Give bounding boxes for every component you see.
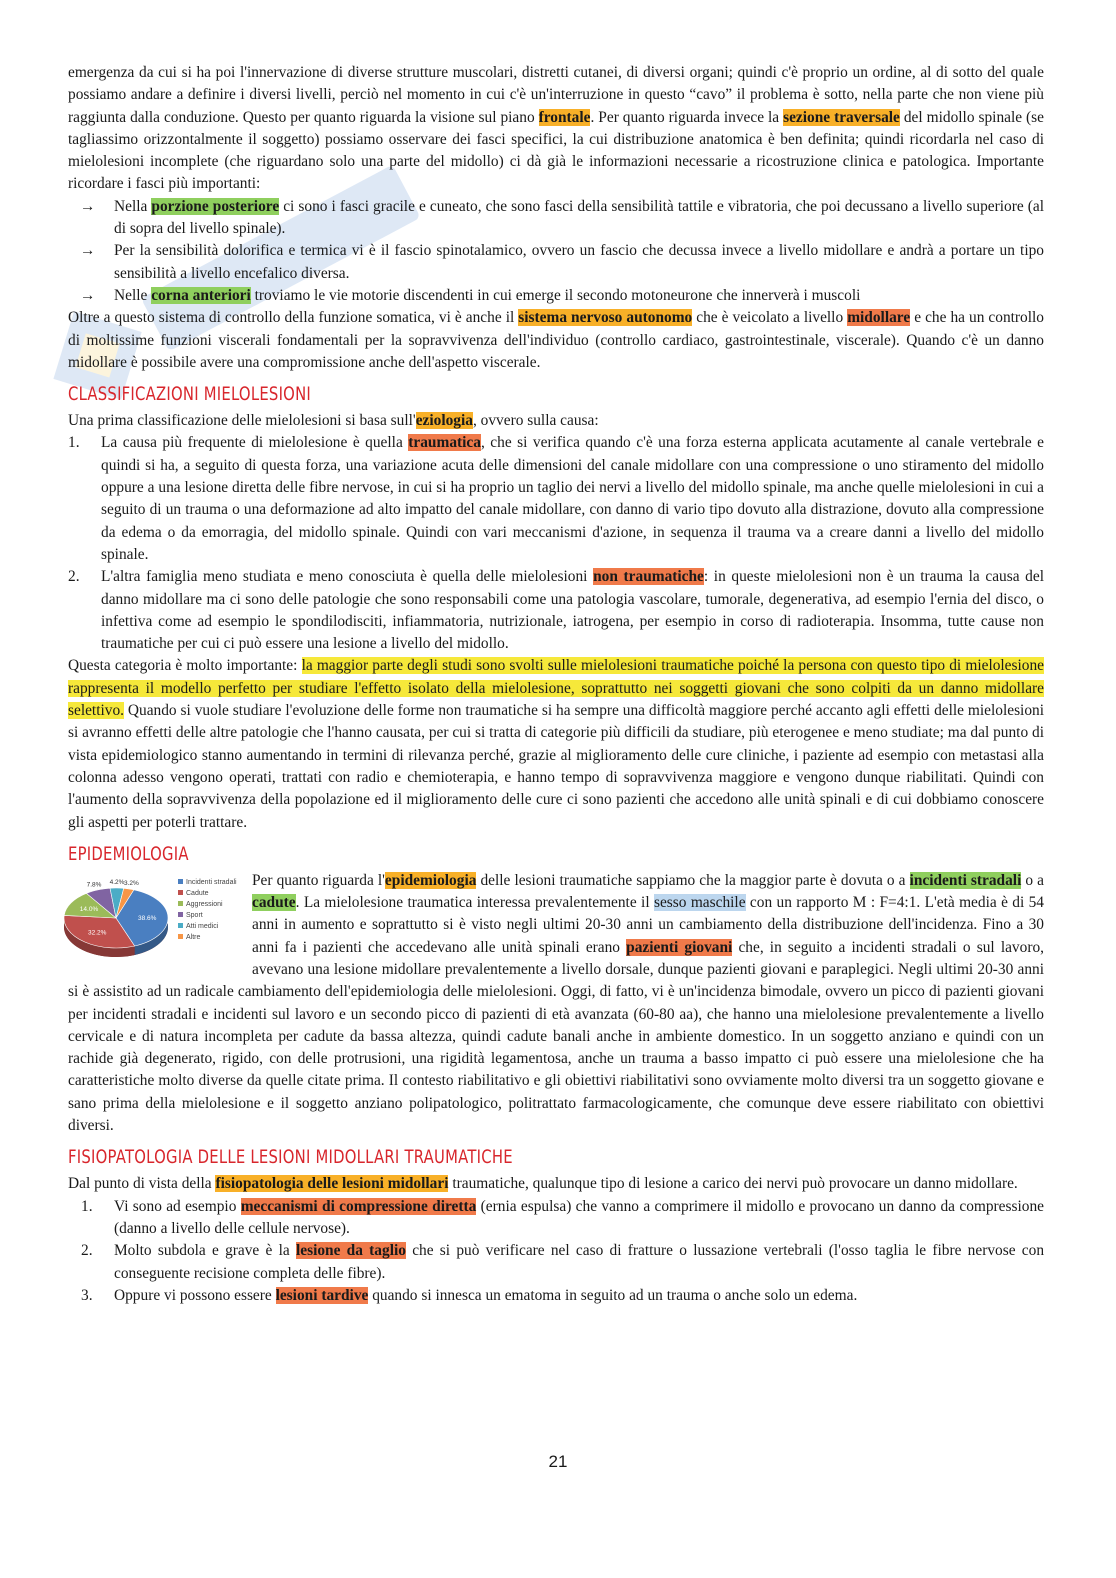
legend-swatch (178, 934, 183, 939)
highlight-pazienti-giovani: pazienti giovani (626, 938, 733, 956)
classificazioni-paragraph-2: Questa categoria è molto importante: la maggior parte degli studi sono svolti sulle mielolesioni traumatiche poiché la persona con questo tipo di mielolesione rappresenta il modello perfetto per studiare l'effetto isolato della mielolesione, soprattutto nei soggetti giovani che sono colpiti da un danno midollare selettivo. Quando si vuole studiare l'evoluzione delle forme non traumatiche si ha sempre una difficoltà maggiore perché accanto agli effetti delle mielolesioni si avranno effetti delle altre patologie che l'hanno causata, per cui si tratta di categorie più difficili da studiare, più eterogenee e meno studiate; ma dal punto di vista epidemiologico stanno aumentando in termini di rilevanza perché, grazie al miglioramento delle cure cliniche, i paziente ad esempio con metastasi alla colonna adesso vengono operati, trattati con radio e chemioterapia, e hanno tempo di sopravvivenza maggiore e vengono dunque riabilitati. Quindi con l'aumento della sopravvivenza della popolazione ed il miglioramento delle cure ci sono pazienti che accedono alle unità spinali e di cui dobbiamo conoscere gli aspetti per poterli trattare. (68, 657, 1045, 831)
pie-chart-svg (54, 872, 238, 972)
highlight-lesione-da-taglio: lesione da taglio (295, 1242, 406, 1260)
pie-data-label: 7.8% (86, 881, 102, 889)
pie-data-label: 3.2% (123, 879, 139, 887)
list-item: 1. La causa più frequente di mielolesione è quella traumatica, che si verifica quando c'è una forza esterna applicata acutamente al canale vertebrale e quindi si ha, a seguito di questa forza, una variazione acuta delle dimensioni del canale midollare con una compressione o uno stiramento del midollo oppure a una lesione diretta delle fibre nervose, in cui si ha proprio un taglio dei nervi a livello del midollo spinale, ma anche quelle mielolesioni in cui a seguito di un trauma o una deformazione ad alto impatto del canale midollare, con danno di vario tipo dovuto alla distrazione, dovuto alla compressione da edema o da emorragia, del midollo spinale. Quindi con vari meccanismi d'azione, in sequenza il trauma va a creare danni a livello del midollo spinale. (68, 434, 1044, 563)
classificazioni-paragraph-1: Una prima classificazione delle mielolesioni si basa sull'eziologia, ovvero sulla causa: (68, 412, 599, 430)
pie-data-label: 4.2% (109, 878, 125, 886)
legend-entry: Cadute (186, 889, 209, 897)
intro-paragraph-2: Oltre a questo sistema di controllo della funzione somatica, vi è anche il sistema nervoso autonomo che è veicolato a livello midollare e che ha un controllo di moltissime funzioni viscerali fondamentali per la sopravvivenza dell'individuo (controllo cardiaco, gastrointestinale, viscerale). Quando c'è un danno midollare è possibile avere una compromissione anche dell'aspetto viscerale. (68, 309, 1044, 371)
list-item: 3. Oppure vi possono essere lesioni tardive quando si innesca un ematoma in seguito ad un trauma o anche solo un edema. (81, 1286, 858, 1304)
highlight-compressione-diretta: meccanismi di compressione diretta (240, 1197, 477, 1215)
heading-epidemiologia: EPIDEMIOLOGIA (68, 842, 189, 865)
legend-entry: Sport (186, 911, 203, 919)
highlight-corna-anteriori: corna anteriori (151, 286, 251, 304)
highlight-midollare: midollare (847, 309, 911, 327)
heading-classificazioni: CLASSIFICAZIONI MIELOLESIONI (68, 383, 311, 406)
pie-data-label: 38.6% (137, 914, 157, 922)
pie-data-label: 14.0% (79, 905, 99, 913)
meccanismi-list (68, 1196, 1044, 1307)
fasci-list (68, 196, 1044, 307)
highlight-traumatica: traumatica (408, 434, 481, 452)
legend-entry: Atti medici (186, 922, 219, 930)
intro-paragraph-1: emergenza da cui si ha poi l'innervazione di diverse strutture muscolari, distretti cutanei, di diversi organi; quindi c'è proprio un ordine, al di sotto del quale possiamo andare a definire i diversi livelli, perciò nel momento in cui c'è un'interruzione in questo “cavo” il problema è sotto, nella parte che non viene più raggiunta dalla conduzione. Questo per quanto riguarda la visione sul piano frontale. Per quanto riguarda invece la sezione traversale del midollo spinale (se tagliassimo orizzontalmente il soggetto) possiamo osservare dei fasci specifici, la cui distribuzione anatomica è ben definita; quindi ricordarla nel caso di mielolesioni incomplete (che riguardano solo una parte del midollo) ci dà già le informazioni necessarie a ricostruzione clinica e patologica. Importante ricordare i fasci più importanti: (68, 64, 1044, 193)
list-item: → Per la sensibilità dolorifica e termica vi è il fascio spinotalamico, ovvero un fascio che decussa invece a livello midollare e andrà a portare un tipo sensibilità a livello encefalico diversa. (80, 242, 1044, 282)
arrow-right-icon: → (80, 197, 96, 215)
pie-data-label: 32.2% (88, 929, 107, 937)
list-item: → Nella porzione posteriore ci sono i fasci gracile e cuneato, che sono fasci della sensibilità tattile e vibratoria, che poi decussano a livello superiore (al di sopra del livello spinale). (80, 197, 1044, 238)
legend-swatch (178, 890, 183, 895)
legend-entry: Altre (186, 933, 201, 941)
legend-entry: Aggressioni (186, 900, 223, 908)
highlight-non-traumatiche: non traumatiche (593, 568, 704, 586)
heading-fisiopatologia: FISIOPATOLOGIA DELLE LESIONI MIDOLLARI TRAUMATICHE (68, 1146, 513, 1169)
list-item: → Nelle corna anteriori troviamo le vie motorie discendenti in cui emerge il secondo motoneurone che innerverà i muscoli (68, 285, 1044, 307)
list-item: 2. L'altra famiglia meno studiata e meno conosciuta è quella delle mielolesioni non traumatiche: in queste mielolesioni non è un trauma la causa del danno midollare ma ci sono delle patologie che sono responsabili come una patologia vascolare, tumorale, degenerativa, ad esempio l'ernia del disco, o infettiva come ad esempio le spondilodisciti, infiammatoria, nutrizionale, iatrogena, per esempio in corso di radioterapia. Insomma, tutte cause non traumatiche per cui ci può essere una lesione a livello del midollo. (68, 568, 1044, 653)
highlight-incidenti-stradali: incidenti stradali (909, 871, 1022, 889)
epidemiology-pie-chart (54, 872, 238, 972)
legend-swatch (178, 912, 183, 917)
legend-entry: Incidenti stradali (186, 878, 237, 886)
legend-swatch (178, 879, 183, 884)
highlight-lesioni-tardive: lesioni tardive (275, 1286, 369, 1304)
arrow-right-icon: → (80, 242, 96, 260)
legend-swatch (178, 923, 183, 928)
highlight-frontale: frontale (538, 108, 591, 126)
list-item: 2. Molto subdola e grave è la lesione da taglio che si può verificare nel caso di fratture o lussazione vertebrali (l'osso taglia le fibre nervose con conseguente recisione completa delle fibre). (81, 1242, 1045, 1282)
highlight-sesso-maschile: sesso maschile (653, 894, 746, 912)
highlight-porzione-posteriore: porzione posteriore (151, 197, 280, 215)
highlight-epidemiologia: epidemiologia (384, 871, 477, 889)
highlight-maggior-parte-studi: la maggior parte degli studi sono svolti sulle mielolesioni traumatiche poiché la persona con questo tipo di mielolesione rappresenta il modello perfetto per studiare l'effetto isolato della mielolesione, soprattutto nei soggetti giovani che sono colpiti da un danno midollare selettivo. (68, 657, 1045, 720)
document-page (68, 62, 1044, 1307)
list-item: 1. Vi sono ad esempio meccanismi di compressione diretta (ernia espulsa) che vanno a comprimere il midollo e provocano un danno da compressione (danno a livello delle cellule nervose). (81, 1197, 1044, 1237)
epidemiologia-paragraph: Per quanto riguarda l'epidemiologia delle lesioni traumatiche sappiamo che la maggior parte è dovuta o a incidenti stradali o a cadute. La mielolesione traumatica interessa prevalentemente il sesso maschile con un rapporto M : F=4:1. L'età media è di 54 anni in aumento e soprattutto si è visto negli ultimi 20-30 anni un cambiamento della distribuzione dell'incidenza. Fino a 30 anni fa i pazienti che accedevano alle unità spinali erano pazienti giovani che, in seguito a incidenti stradali o sul lavoro, avevano una lesione midollare prevalentemente a livello dorsale, dunque pazienti giovani e paraplegici. Negli ultimi 20-30 anni si è assistito ad un radicale cambiamento dell'epidemiologia delle mielolesioni. Oggi, di fatto, vi è un'incidenza bimodale, ovvero un picco di pazienti giovani per incidenti stradali e incidenti sul lavoro e un secondo picco di pazienti di età avanzata (60-80 aa), che hanno una mielolesione prevalentemente a livello cervicale e di natura incompleta per cadute da bassa altezza, quindi cadute banali anche in ambiente domestico. In un soggetto anziano e quindi con un rachide già degenerato, rigido, con delle protrusioni, una rigidità legamentosa, anche un trauma a basso impatto ci può essere una mielolesione che ha caratteristiche molto diverse da quelle citate prima. Il contesto riabilitativo e gli obiettivi riabilitativi sono ovviamente molto diversi tra un soggetto giovane e sano prima della mielolesione e il soggetto anziano polipatologico, politrattato farmacologicamente, che comunque deve essere riabilitato con obiettivi diversi. (68, 871, 1045, 1135)
fisiopatologia-paragraph: Dal punto di vista della fisiopatologia delle lesioni midollari traumatiche, qualunque tipo di lesione a carico dei nervi può provocare un danno midollare. (68, 1175, 1018, 1193)
eziologia-list (68, 432, 1044, 655)
highlight-cadute: cadute (252, 894, 296, 912)
page-number: 21 (548, 1452, 568, 1471)
highlight-eziologia: eziologia (415, 412, 473, 430)
arrow-right-icon: → (80, 286, 96, 304)
pie-legend (178, 879, 237, 941)
highlight-sezione-traversale: sezione traversale (783, 108, 900, 126)
legend-swatch (178, 901, 183, 906)
highlight-sistema-nervoso-autonomo: sistema nervoso autonomo (518, 309, 693, 327)
epidemiologia-section (68, 870, 1044, 1138)
highlight-fisiopatologia: fisiopatologia delle lesioni midollari (215, 1175, 449, 1193)
